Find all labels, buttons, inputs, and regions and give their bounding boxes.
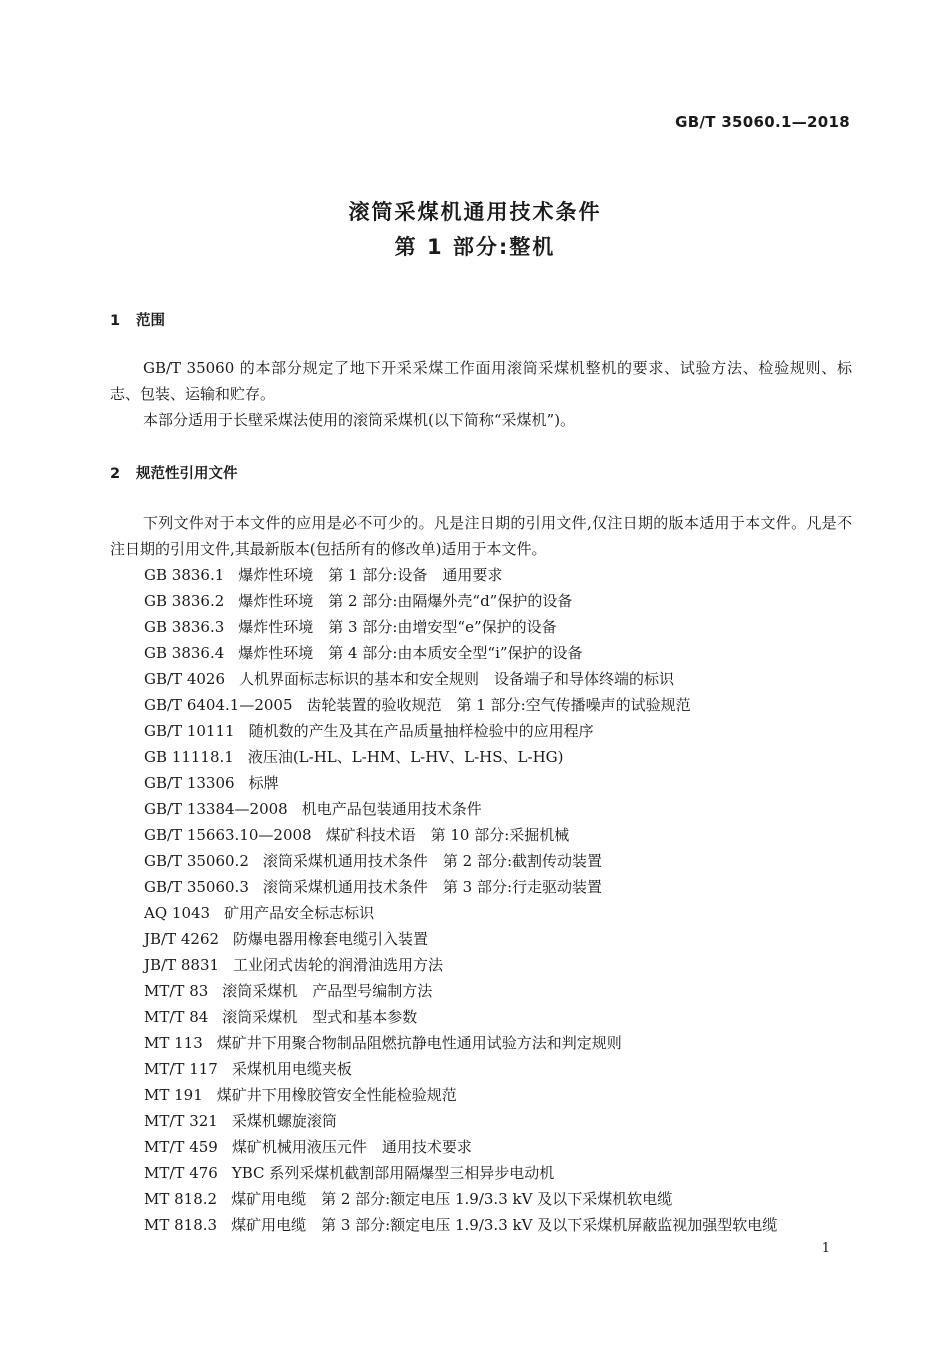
reference-code: MT 191 xyxy=(144,1086,203,1104)
reference-item xyxy=(144,1186,777,1212)
reference-title: 爆炸性环境 第 4 部分:由本质安全型“i”保护的设备 xyxy=(238,644,583,662)
reference-item xyxy=(144,796,777,822)
references-intro-paragraph: 下列文件对于本文件的应用是必不可少的。凡是注日期的引用文件,仅注日期的版本适用于本文件。凡是不注日期的引用文件,其最新版本(包括所有的修改单)适用于本文件。 xyxy=(110,514,852,558)
section-title: 规范性引用文件 xyxy=(136,466,238,482)
section-heading-scope xyxy=(110,309,165,330)
standard-code: GB/T 35060.1—2018 xyxy=(675,113,850,131)
reference-title: 标牌 xyxy=(248,774,279,792)
section-heading-references xyxy=(110,462,238,483)
reference-title: 爆炸性环境 第 1 部分:设备 通用要求 xyxy=(238,566,503,584)
reference-code: GB/T 6404.1—2005 xyxy=(144,696,293,714)
reference-title: 煤矿井下用橡胶管安全性能检验规范 xyxy=(216,1086,457,1104)
reference-code: MT/T 83 xyxy=(144,982,209,1000)
reference-item xyxy=(144,718,777,744)
reference-title: 采煤机螺旋滚筒 xyxy=(231,1112,337,1130)
page-number: 1 xyxy=(821,1241,830,1256)
reference-code: MT/T 84 xyxy=(144,1008,209,1026)
reference-item xyxy=(144,874,777,900)
reference-code: JB/T 8831 xyxy=(144,956,220,974)
reference-code: MT 113 xyxy=(144,1034,203,1052)
reference-item xyxy=(144,1030,777,1056)
document-title: 滚筒采煤机通用技术条件 xyxy=(348,200,602,224)
reference-item xyxy=(144,614,777,640)
reference-item xyxy=(144,1134,777,1160)
reference-code: GB/T 13384—2008 xyxy=(144,800,288,818)
reference-item xyxy=(144,978,777,1004)
reference-title: 矿用产品安全标志标识 xyxy=(224,904,375,922)
reference-title: 滚筒采煤机 产品型号编制方法 xyxy=(222,982,433,1000)
scope-paragraph-2: 本部分适用于长壁采煤法使用的滚筒采煤机(以下简称“采煤机”)。 xyxy=(143,411,576,429)
reference-item xyxy=(144,1056,777,1082)
reference-item xyxy=(144,848,777,874)
reference-code: AQ 1043 xyxy=(144,904,211,922)
reference-title: 煤矿机械用液压元件 通用技术要求 xyxy=(231,1138,472,1156)
reference-title: 机电产品包装通用技术条件 xyxy=(301,800,482,818)
section-number: 2 xyxy=(110,466,121,482)
reference-title: 爆炸性环境 第 2 部分:由隔爆外壳“d”保护的设备 xyxy=(238,592,573,610)
reference-item xyxy=(144,822,777,848)
reference-title: 齿轮装置的验收规范 第 1 部分:空气传播噪声的试验规范 xyxy=(306,696,691,714)
reference-title: 滚筒采煤机通用技术条件 第 3 部分:行走驱动装置 xyxy=(262,878,603,896)
reference-code: GB/T 35060.2 xyxy=(144,852,249,870)
reference-title: 随机数的产生及其在产品质量抽样检验中的应用程序 xyxy=(248,722,594,740)
reference-item xyxy=(144,744,777,770)
reference-code: GB 11118.1 xyxy=(144,748,234,766)
reference-code: GB/T 13306 xyxy=(144,774,235,792)
reference-item xyxy=(144,1160,777,1186)
reference-title: 液压油(L-HL、L-HM、L-HV、L-HS、L-HG) xyxy=(247,748,564,766)
reference-item xyxy=(144,926,777,952)
reference-code: GB 3836.4 xyxy=(144,644,225,662)
reference-title: 煤矿用电缆 第 3 部分:额定电压 1.9/3.3 kV 及以下采煤机屏蔽监视加强型软电缆 xyxy=(231,1216,778,1234)
reference-code: GB/T 15663.10—2008 xyxy=(144,826,312,844)
reference-item xyxy=(144,692,777,718)
reference-code: GB/T 35060.3 xyxy=(144,878,249,896)
reference-title: 采煤机用电缆夹板 xyxy=(231,1060,352,1078)
reference-title: 煤矿井下用聚合物制品阻燃抗静电性通用试验方法和判定规则 xyxy=(216,1034,622,1052)
reference-title: 人机界面标志标识的基本和安全规则 设备端子和导体终端的标识 xyxy=(239,670,675,688)
section-title: 范围 xyxy=(136,313,165,329)
reference-title: 爆炸性环境 第 3 部分:由增安型“e”保护的设备 xyxy=(238,618,557,636)
reference-title: 煤矿科技术语 第 10 部分:采掘机械 xyxy=(325,826,570,844)
reference-item xyxy=(144,588,777,614)
reference-list xyxy=(144,562,777,1238)
reference-title: 滚筒采煤机通用技术条件 第 2 部分:截割传动装置 xyxy=(262,852,603,870)
reference-code: JB/T 4262 xyxy=(144,930,220,948)
reference-code: MT 818.3 xyxy=(144,1216,218,1234)
reference-item xyxy=(144,1082,777,1108)
reference-code: GB 3836.1 xyxy=(144,566,225,584)
scope-paragraph-1: GB/T 35060 的本部分规定了地下开采采煤工作面用滚筒采煤机整机的要求、试验方法、检验规则、标志、包装、运输和贮存。 xyxy=(110,359,852,403)
reference-code: GB/T 4026 xyxy=(144,670,226,688)
reference-code: MT/T 117 xyxy=(144,1060,218,1078)
reference-title: 防爆电器用橡套电缆引入装置 xyxy=(233,930,429,948)
reference-code: GB 3836.3 xyxy=(144,618,225,636)
reference-code: MT/T 476 xyxy=(144,1164,218,1182)
reference-item xyxy=(144,562,777,588)
reference-item xyxy=(144,666,777,692)
reference-item xyxy=(144,1004,777,1030)
document-subtitle: 第 1 部分:整机 xyxy=(394,235,556,259)
reference-item xyxy=(144,770,777,796)
reference-title: 工业闭式齿轮的润滑油选用方法 xyxy=(233,956,444,974)
reference-code: MT/T 459 xyxy=(144,1138,218,1156)
reference-item xyxy=(144,640,777,666)
reference-item xyxy=(144,1108,777,1134)
reference-code: MT 818.2 xyxy=(144,1190,218,1208)
reference-title: YBC 系列采煤机截割部用隔爆型三相异步电动机 xyxy=(231,1164,555,1182)
reference-item xyxy=(144,900,777,926)
reference-title: 煤矿用电缆 第 2 部分:额定电压 1.9/3.3 kV 及以下采煤机软电缆 xyxy=(231,1190,673,1208)
reference-code: GB 3836.2 xyxy=(144,592,225,610)
reference-item xyxy=(144,952,777,978)
section-number: 1 xyxy=(110,313,121,329)
reference-item xyxy=(144,1212,777,1238)
reference-code: GB/T 10111 xyxy=(144,722,235,740)
reference-code: MT/T 321 xyxy=(144,1112,218,1130)
reference-title: 滚筒采煤机 型式和基本参数 xyxy=(222,1008,418,1026)
